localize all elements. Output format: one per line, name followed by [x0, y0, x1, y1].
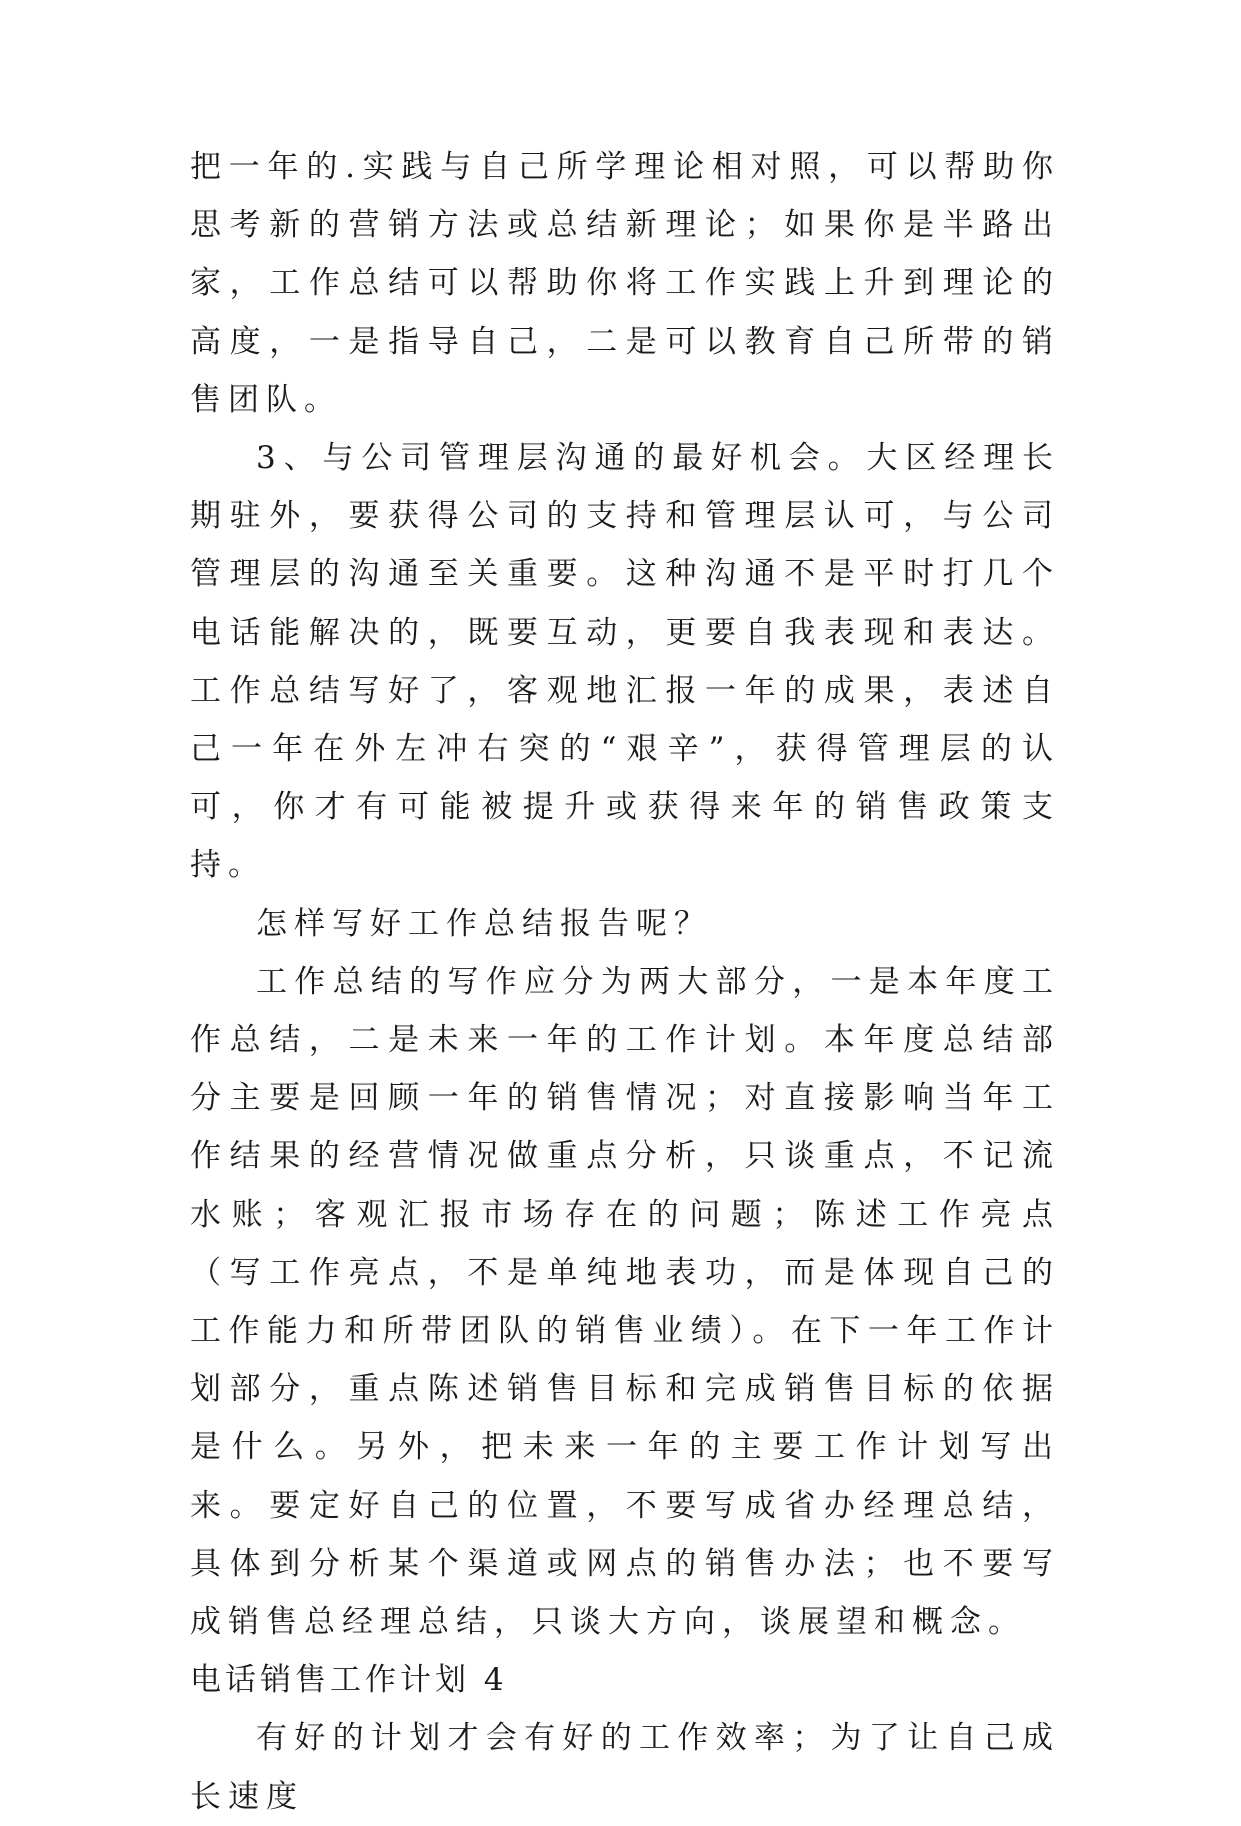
paragraph-continuation: 把一年的.实践与自己所学理论相对照，可以帮助你思考新的营销方法或总结新理论；如果你是半路出家，工作总结可以帮助你将工作实践上升到理论的高度，一是指导自己，二是可以教育自己所带的销售团队。	[190, 149, 1060, 418]
paragraph-writing-structure: 工作总结的写作应分为两大部分，一是本年度工作总结，二是未来一年的工作计划。本年度总结部分主要是回顾一年的销售情况；对直接影响当年工作结果的经营情况做重点分析，只谈重点，不记流水账；客观汇报市场存在的问题；陈述工作亮点（写工作亮点，不是单纯地表功，而是体现自己的工作能力和所带团队的销售业绩）。在下一年工作计划部分，重点陈述销售目标和完成销售目标的依据是什么。另外，把未来一年的主要工作计划写出来。要定好自己的位置，不要写成省办经理总结，具体到分析某个渠道或网点的销售办法；也不要写成销售总经理总结，只谈大方向，谈展望和概念。	[190, 963, 1060, 1641]
section-heading: 电话销售工作计划 4	[190, 1662, 508, 1699]
document-page	[190, 138, 1060, 1826]
paragraph-plan-intro: 有好的计划才会有好的工作效率；为了让自己成长速度	[190, 1720, 1060, 1815]
paragraph-how-to-write-question: 怎样写好工作总结报告呢？	[256, 905, 712, 942]
paragraph-management-communication: 3、与公司管理层沟通的最好机会。大区经理长期驻外，要获得公司的支持和管理层认可，与公司管理层的沟通至关重要。这种沟通不是平时打几个电话能解决的，既要互动，更要自我表现和表达。工作总结写好了，客观地汇报一年的成果，表述自己一年在外左冲右突的“艰辛”，获得管理层的认可，你才有可能被提升或获得来年的销售政策支持。	[190, 440, 1060, 884]
